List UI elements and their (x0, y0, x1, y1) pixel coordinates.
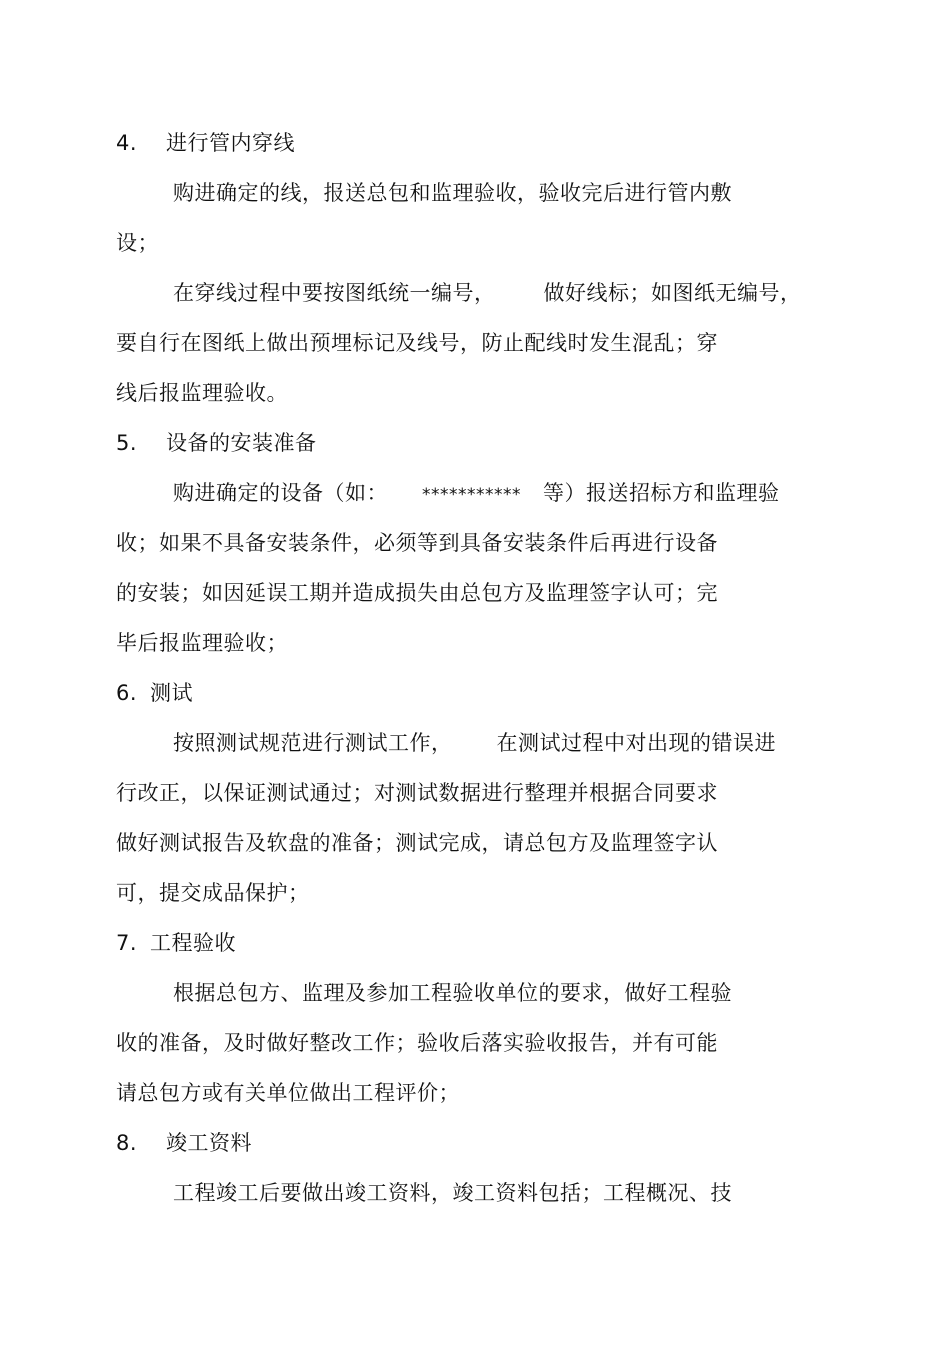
text-segment: 做好线标；如图纸无编号， (543, 281, 802, 305)
paragraph-line: 线后报监理验收。 (116, 381, 288, 405)
paragraph-line: 可，提交成品保护； (116, 881, 310, 905)
section-number: 7. (116, 931, 138, 955)
paragraph-line: 根据总包方、监理及参加工程验收单位的要求，做好工程验 (173, 981, 732, 1005)
section-number: 8. (116, 1131, 138, 1155)
paragraph-line: 的安装；如因延误工期并造成损失由总包方及监理签字认可；完 (116, 581, 718, 605)
section-title: 工程验收 (150, 931, 236, 955)
paragraph-line: 做好测试报告及软盘的准备；测试完成，请总包方及监理签字认 (116, 831, 718, 855)
section-title: 测试 (150, 681, 193, 705)
section-7-heading (116, 928, 236, 958)
paragraph-line: 请总包方或有关单位做出工程评价； (116, 1081, 460, 1105)
paragraph-line: 毕后报监理验收； (116, 631, 288, 655)
paragraph-line (173, 478, 780, 510)
section-5-heading (116, 428, 317, 458)
section-number: 6. (116, 681, 138, 705)
paragraph-line: 收；如果不具备安装条件，必须等到具备安装条件后再进行设备 (116, 531, 718, 555)
paragraph-line: 要自行在图纸上做出预埋标记及线号，防止配线时发生混乱；穿 (116, 331, 718, 355)
text-segment: 在穿线过程中要按图纸统一编号， (173, 281, 496, 305)
section-4-heading (116, 128, 295, 158)
section-title: 进行管内穿线 (166, 131, 295, 155)
section-6-heading (116, 678, 193, 708)
text-segment: 在测试过程中对出现的错误进 (496, 731, 776, 755)
text-segment: 按照测试规范进行测试工作， (173, 731, 453, 755)
masked-text: *********** (422, 485, 521, 505)
section-number: 4. (116, 131, 138, 155)
paragraph-line (173, 278, 802, 308)
paragraph-line: 行改正，以保证测试通过；对测试数据进行整理并根据合同要求 (116, 781, 718, 805)
section-number: 5. (116, 431, 138, 455)
paragraph-line (173, 728, 776, 758)
section-title: 竣工资料 (166, 1131, 252, 1155)
paragraph-line: 收的准备，及时做好整改工作；验收后落实验收报告，并有可能 (116, 1031, 718, 1055)
paragraph-line: 购进确定的线，报送总包和监理验收，验收完后进行管内敷 (173, 181, 732, 205)
text-segment: 等）报送招标方和监理验 (543, 481, 780, 505)
section-8-heading (116, 1128, 252, 1158)
paragraph-line: 设； (116, 231, 159, 255)
text-segment: 购进确定的设备（如： (173, 481, 388, 505)
paragraph-line: 工程竣工后要做出竣工资料，竣工资料包括；工程概况、技 (173, 1181, 732, 1205)
section-title: 设备的安装准备 (166, 431, 317, 455)
